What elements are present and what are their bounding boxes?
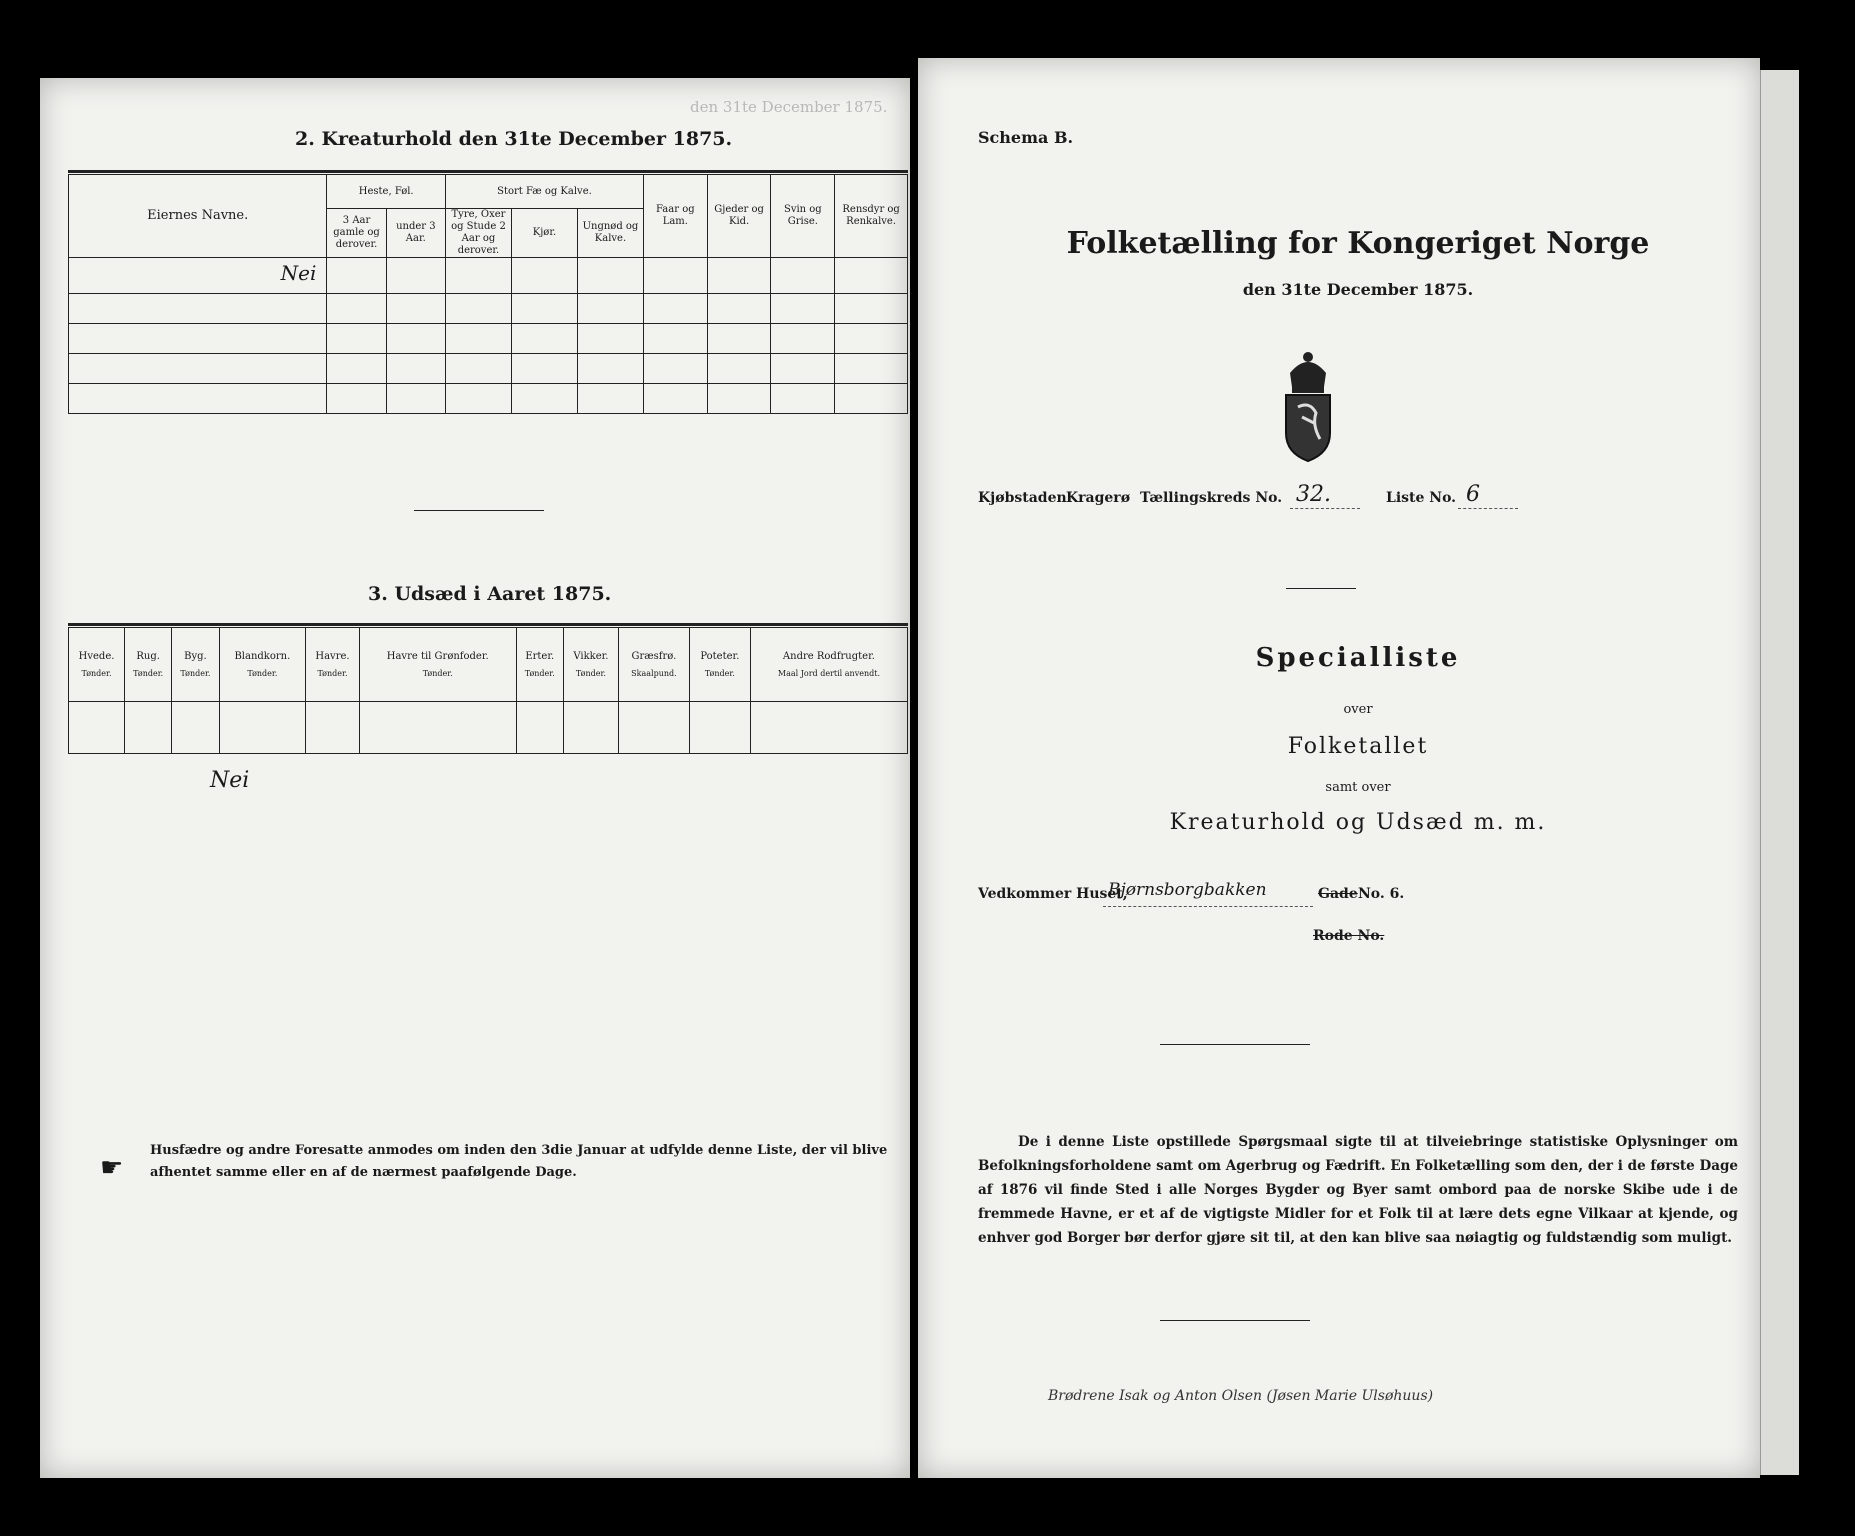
sowing-col-name: Havre til Grønfoder. — [386, 651, 489, 662]
kjobstad-label: Kjøbstaden — [978, 490, 1067, 506]
sowing-col-header — [219, 628, 306, 702]
cattle-header: Stort Fæ og Kalve. — [445, 175, 643, 209]
sowing-col-header — [69, 628, 125, 702]
table-row — [69, 258, 908, 294]
table-row — [69, 354, 908, 384]
sowing-cell — [750, 702, 907, 754]
sowing-col-unit: Tønder. — [81, 669, 112, 678]
horses-header: Heste, Føl. — [327, 175, 446, 209]
sowing-col-unit: Skaalpund. — [631, 669, 677, 678]
liste-value: 6 — [1466, 482, 1480, 507]
sowing-col-header — [563, 628, 618, 702]
page-edge — [1760, 70, 1799, 1475]
section2-top-rule — [68, 170, 908, 173]
rode-label: Rode No. — [1313, 928, 1385, 944]
reindeer-header: Rensdyr og Renkalve. — [835, 175, 908, 258]
sowing-entry: Nei — [210, 768, 250, 793]
notice-text: Husfædre og andre Foresatte anmodes om inden den 3die Januar at udfylde denne Liste, der vil blive afhentet samme eller en af de nærmest paafølgende Dage. — [150, 1143, 888, 1180]
huset-fill-line — [1103, 906, 1313, 907]
sowing-col-unit: Tønder. — [180, 669, 211, 678]
sowing-cell — [306, 702, 360, 754]
divider-bottom — [1160, 1320, 1310, 1321]
section2-title: 2. Kreaturhold den 31te December 1875. — [295, 128, 733, 150]
owner-names-header: Eiernes Navne. — [69, 175, 327, 258]
sowing-col-name: Græsfrø. — [631, 651, 677, 662]
sowing-col-unit: Tønder. — [704, 669, 735, 678]
sowing-cell — [172, 702, 219, 754]
goats-header: Gjeder og Kid. — [707, 175, 771, 258]
cows-header: Kjør. — [511, 209, 577, 258]
liste-fill-line — [1458, 508, 1518, 509]
table-row — [69, 384, 908, 414]
kreds-value: 32. — [1296, 482, 1331, 507]
sowing-table — [68, 627, 908, 754]
gade-label: Gade — [1318, 886, 1358, 902]
kjobstad-value: Kragerø — [1066, 490, 1131, 506]
divider-medium — [1160, 1044, 1310, 1045]
sowing-col-header — [359, 628, 516, 702]
sowing-col-header — [750, 628, 907, 702]
sowing-cell — [689, 702, 750, 754]
sowing-cell — [219, 702, 306, 754]
signature: Brødrene Isak og Anton Olsen (Jøsen Marie Ulsøhuus) — [1048, 1388, 1434, 1404]
document-date: den 31te December 1875. — [1242, 280, 1474, 299]
sowing-col-unit: Tønder. — [247, 669, 278, 678]
livestock-table — [68, 174, 908, 414]
divider-short — [1286, 588, 1356, 589]
sowing-col-unit: Tønder. — [575, 669, 606, 678]
sowing-col-name: Blandkorn. — [234, 651, 291, 662]
kreaturhold-heading: Kreaturhold og Udsæd m. m. — [1169, 810, 1547, 835]
huset-value: Bjørnsborgbakken — [1108, 880, 1267, 900]
sowing-col-name: Vikker. — [573, 651, 609, 662]
calves-header: Ungnød og Kalve. — [577, 209, 643, 258]
sowing-col-name: Poteter. — [700, 651, 740, 662]
sowing-col-unit: Tønder. — [422, 669, 453, 678]
liste-label: Liste No. — [1386, 490, 1457, 506]
sowing-col-name: Erter. — [525, 651, 555, 662]
sheep-header: Faar og Lam. — [643, 175, 707, 258]
livestock-entry: Nei — [280, 261, 317, 285]
sowing-col-name: Hvede. — [78, 651, 115, 662]
sowing-col-header — [516, 628, 563, 702]
samt-over-text: samt over — [1325, 780, 1391, 795]
section-divider — [414, 510, 544, 511]
kreds-label: Tællingskreds No. — [1140, 490, 1283, 506]
sowing-col-header — [306, 628, 360, 702]
horses-young-header: under 3 Aar. — [386, 209, 445, 258]
bleed-through-heading: den 31te December 1875. — [690, 98, 888, 116]
table-row — [69, 702, 908, 754]
horses-adult-header: 3 Aar gamle og derover. — [327, 209, 386, 258]
sowing-col-header — [125, 628, 172, 702]
specialliste-heading: Specialliste — [1255, 643, 1461, 673]
kreds-fill-line — [1290, 508, 1360, 509]
sowing-col-name: Rug. — [136, 651, 160, 662]
huset-number: No. 6. — [1358, 886, 1405, 902]
over-text: over — [1343, 702, 1373, 717]
sowing-cell — [618, 702, 689, 754]
sowing-cell — [359, 702, 516, 754]
table-row — [69, 324, 908, 354]
coat-of-arms-icon — [1268, 343, 1348, 463]
sowing-col-header — [172, 628, 219, 702]
sowing-cell — [69, 702, 125, 754]
sowing-col-unit: Tønder. — [524, 669, 555, 678]
document-title: Folketælling for Kongeriget Norge — [1066, 226, 1650, 261]
sowing-col-header — [689, 628, 750, 702]
explanation-paragraph: De i denne Liste opstillede Spørgsmaal sigte til at tilveiebringe statistiske Oplysninger om Befolkningsforholdene samt om Agerbrug og Fædrift. En Folketælling som den, der i de første Dage af 1876 vil finde Sted i alle Norges Bygder og Byer samt ombord paa de norske Skibe ude i de fremmede Havne, er et af de vigtigste Midler for et Folk til at lære dets egne Vilkaar at kjende, og enhver god Borger bør derfor gjøre sit til, at den kan blive saa nøiagtig og fuldstændig som muligt. — [978, 1134, 1738, 1246]
section3-top-rule — [68, 623, 908, 626]
right-page — [918, 58, 1760, 1478]
sowing-cell — [563, 702, 618, 754]
pointing-hand-icon: ☛ — [100, 1153, 124, 1183]
section3-title: 3. Udsæd i Aaret 1875. — [368, 583, 612, 605]
pigs-header: Svin og Grise. — [771, 175, 835, 258]
sowing-cell — [516, 702, 563, 754]
table-row — [69, 294, 908, 324]
sowing-col-name: Byg. — [184, 651, 207, 662]
sowing-col-unit: Tønder. — [133, 669, 164, 678]
left-page — [40, 78, 910, 1478]
bulls-header: Tyre, Oxer og Stude 2 Aar og derover. — [445, 209, 511, 258]
schema-label: Schema B. — [978, 128, 1074, 147]
huset-label: Vedkommer Huset, — [978, 886, 1128, 902]
folketallet-heading: Folketallet — [1287, 734, 1429, 759]
sowing-col-unit: Maal Jord dertil anvendt. — [777, 669, 880, 678]
sowing-col-name: Havre. — [315, 651, 350, 662]
sowing-col-unit: Tønder. — [317, 669, 348, 678]
sowing-cell — [125, 702, 172, 754]
sowing-col-name: Andre Rodfrugter. — [782, 651, 875, 662]
sowing-col-header — [618, 628, 689, 702]
